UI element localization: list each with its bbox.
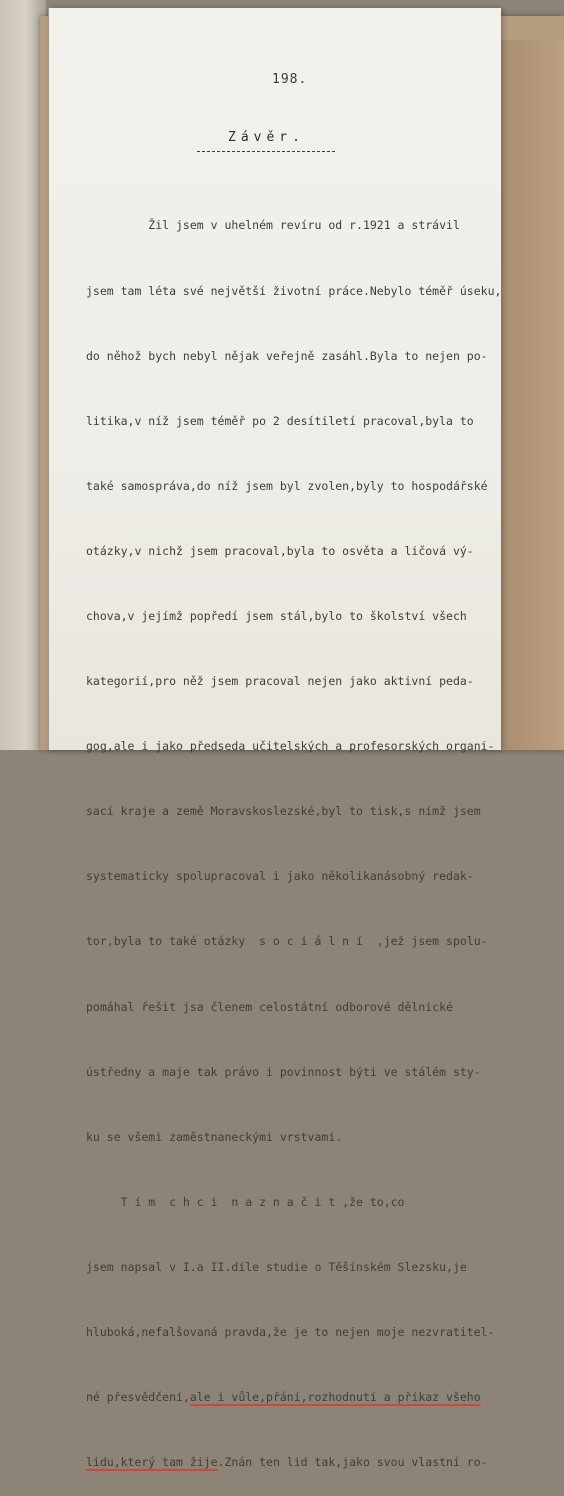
underlined-text: ale i vůle,přání,rozhodnutí a příkaz všeho <box>189 1390 481 1405</box>
text-line: otázky,v nichž jsem pracoval,byla to osvěta a ličová vý- <box>86 543 474 558</box>
text-line: také samospráva,do níž jsem byl zvolen,byly to hospodářské <box>86 478 488 493</box>
text-line: gog,ale i jako předseda učitelských a profesorských organi- <box>86 739 495 754</box>
page-number: 198. <box>272 72 308 87</box>
text-line <box>86 1387 506 1409</box>
book-cover-edge <box>500 40 564 750</box>
text-line: Žil jsem v uhelném revíru od r.1921 a strávil <box>86 218 460 233</box>
text-line: systematicky spolupracoval i jako několikanásobný redak- <box>86 869 474 884</box>
text-line <box>86 1452 506 1474</box>
text-line: T í m c h c i n a z n a č i t ,že to,co <box>86 1194 405 1209</box>
text-segment: né přesvědčení, <box>86 1390 190 1405</box>
text-line: jsem tam léta své největší životní práce.Nebylo téměř úseku, <box>86 283 502 298</box>
heading-underline <box>197 151 335 152</box>
text-line: chova,v jejímž popředí jsem stál,bylo to školství všech <box>86 608 467 623</box>
text-line: litika,v níž jsem téměř po 2 desítiletí pracoval,byla to <box>86 413 474 428</box>
text-line: ústředny a maje tak právo i povinnost býti ve stálém sty- <box>86 1064 481 1079</box>
text-line: ku se všemi zaměstnaneckými vrstvami. <box>86 1129 343 1144</box>
section-heading: Závěr. <box>228 130 305 145</box>
body-text <box>86 172 506 1496</box>
text-line: sací kraje a země Moravskoslezské,byl to tisk,s nímž jsem <box>86 804 481 819</box>
text-segment: .Znán ten lid tak,jako svou vlastní ro- <box>217 1455 488 1470</box>
text-line: hluboká,nefalšovaná pravda,že je to nejen moje nezvratitel- <box>86 1325 495 1339</box>
text-line: kategorií,pro něž jsem pracoval nejen jako aktivní peda- <box>86 674 474 689</box>
underlined-text: lidu,který tam žije <box>86 1455 218 1470</box>
text-line: jsem napsal v I.a II.díle studie o Těšínském Slezsku,je <box>86 1259 467 1274</box>
text-line: pomáhal řešit jsa členem celostátní odborové dělnické <box>86 999 453 1014</box>
text-line: tor,byla to také otázky s o c i á l n í ,jež jsem spolu- <box>86 934 488 949</box>
text-line: do něhož bych nebyl nějak veřejně zasáhl.Byla to nejen po- <box>86 348 488 363</box>
